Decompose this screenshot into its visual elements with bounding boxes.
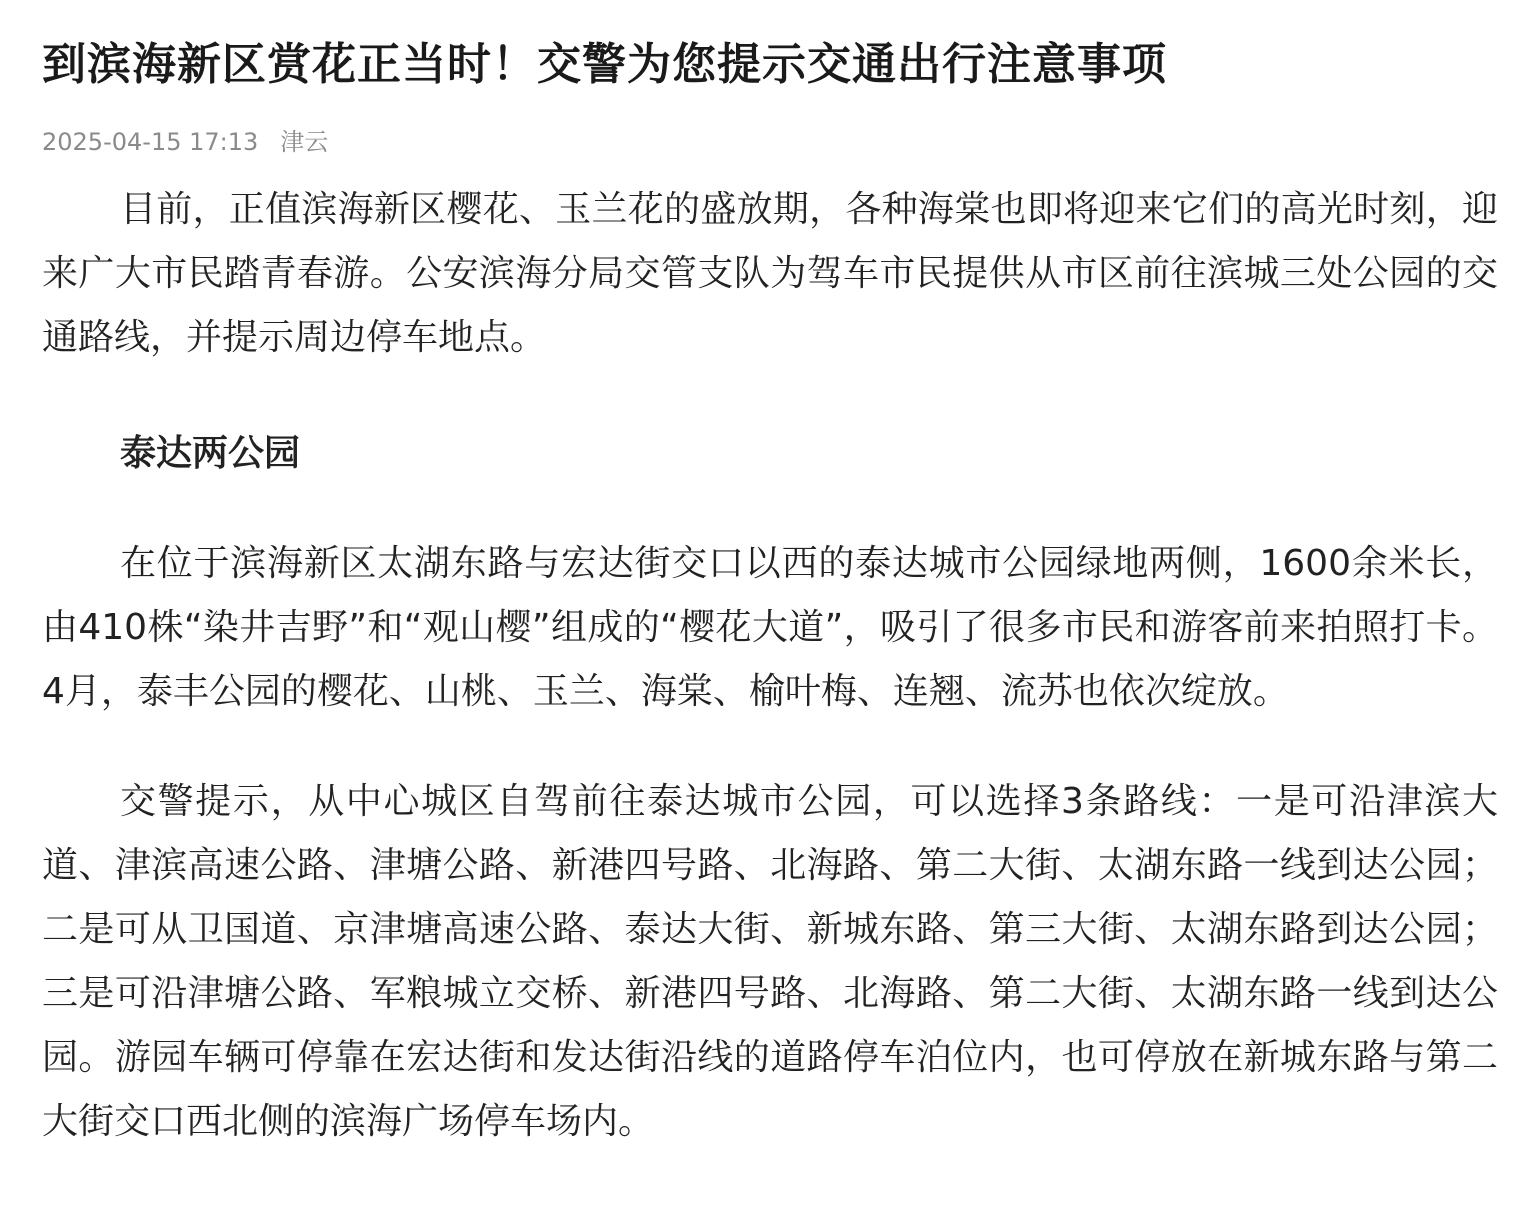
publish-date: 2025-04-15 17:13 [42, 128, 259, 156]
article-meta [42, 126, 1498, 158]
source-name: 津云 [280, 128, 329, 156]
article [42, 0, 1498, 1154]
intro-paragraph: 目前，正值滨海新区樱花、玉兰花的盛放期，各种海棠也即将迎来它们的高光时刻，迎来广大市民踏青春游。公安滨海分局交管支队为驾车市民提供从市区前往滨城三处公园的交通路线，并提示周边停车地点。 [42, 189, 1498, 358]
traffic-tips-paragraph: 交警提示，从中心城区自驾前往泰达城市公园，可以选择3条路线：一是可沿津滨大道、津滨高速公路、津塘公路、新港四号路、北海路、第二大街、太湖东路一线到达公园；二是可从卫国道、京津塘高速公路、泰达大街、新城东路、第三大街、太湖东路到达公园；三是可沿津塘公路、军粮城立交桥、新港四号路、北海路、第二大街、太湖东路一线到达公园。游园车辆可停靠在宏达街和发达街沿线的道路停车泊位内，也可停放在新城东路与第二大街交口西北侧的滨海广场停车场内。 [42, 781, 1498, 1142]
article-title: 到滨海新区赏花正当时！交警为您提示交通出行注意事项 [42, 39, 1167, 90]
park-description-paragraph: 在位于滨海新区太湖东路与宏达街交口以西的泰达城市公园绿地两侧，1600余米长，由410株“染井吉野”和“观山樱”组成的“樱花大道”，吸引了很多市民和游客前来拍照打卡。4月，泰丰公园的樱花、山桃、玉兰、海棠、榆叶梅、连翘、流苏也依次绽放。 [42, 543, 1498, 712]
section-heading: 泰达两公园 [120, 433, 301, 474]
